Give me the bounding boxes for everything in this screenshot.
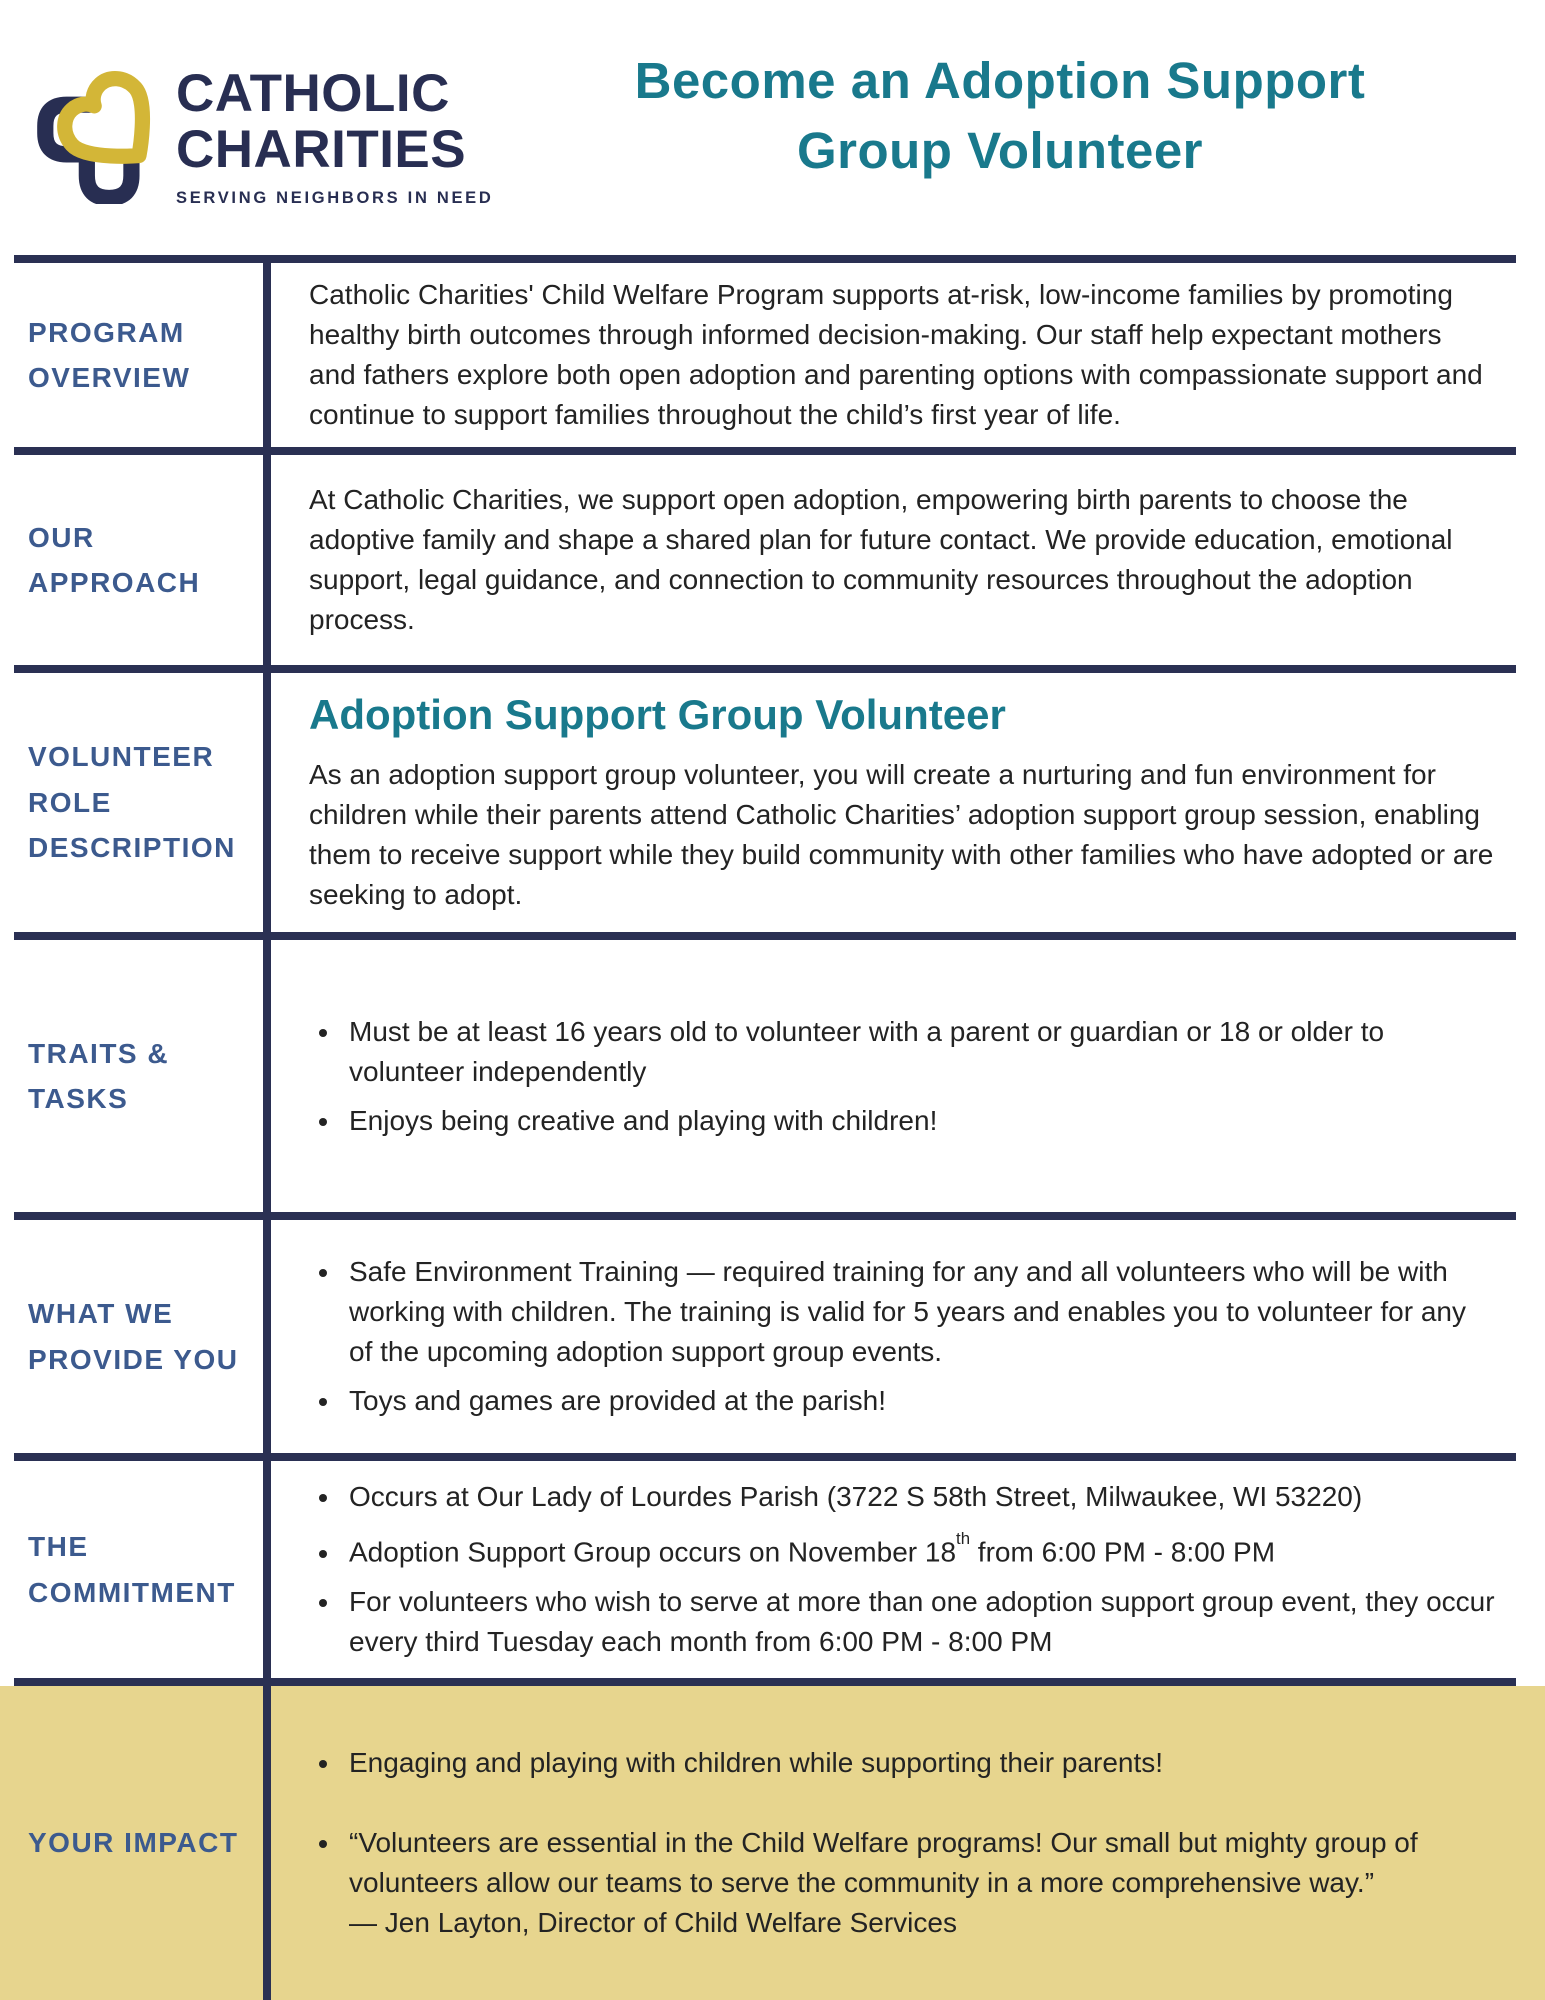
what-we-provide-list: [309, 1243, 1495, 1430]
row-content: [271, 263, 1545, 447]
row-our-approach: [0, 455, 1545, 665]
commitment-list: [309, 1468, 1495, 1670]
row-content: [271, 1461, 1545, 1678]
row-content: [271, 455, 1545, 665]
role-description-text: As an adoption support group volunteer, you will create a nurturing and fun environment for children while their parents attend Catholic Charities’ adoption support group session, enabling them to receive support while they build community with other families who have adopted or are seeking to adopt.: [309, 758, 1494, 910]
page-title-line2: Group Volunteer: [796, 122, 1204, 179]
row-divider-5: [14, 1453, 1516, 1461]
row-label: OUR APPROACH: [28, 521, 201, 598]
logo-word-catholic: CATHOLIC: [176, 64, 450, 123]
logo-wordmark: [176, 66, 494, 208]
cross-heart-logo-icon: [28, 52, 170, 204]
page-title-line1: Become an Adoption Support: [634, 52, 1366, 109]
row-divider-1: [14, 447, 1516, 455]
impact-quote: “Volunteers are essential in the Child Welfare programs! Our small but mighty group of volunteers allow our teams to serve the community in a more comprehensive way.”: [349, 1827, 1418, 1898]
commitment-date-post: from 6:00 PM - 8:00 PM: [970, 1536, 1276, 1568]
row-divider-4: [14, 1212, 1516, 1220]
list-item: • Engaging and playing with children while supporting their parents!: [342, 1743, 1495, 1783]
row-volunteer-role-description: [0, 673, 1545, 932]
our-approach-text: At Catholic Charities, we support open adoption, empowering birth parents to choose the adoptive family and shape a shared plan for future contact. We provide education, emotional support, legal guidance, and connection to community resources throughout the adoption process.: [309, 484, 1453, 635]
row-label: THE COMMITMENT: [28, 1531, 236, 1608]
row-content: [271, 1220, 1545, 1453]
traits-tasks-list: [309, 1003, 1495, 1150]
list-item: • For volunteers who wish to serve at more than one adoption support group event, they occur every third Tuesday each month from 6:00 PM - 8:00 PM: [342, 1582, 1495, 1662]
page-title: [470, 46, 1530, 186]
row-label: WHAT WE PROVIDE YOU: [28, 1298, 239, 1375]
list-item: • Toys and games are provided at the parish!: [342, 1381, 1495, 1421]
row-divider-6: [14, 1678, 1516, 1686]
row-what-we-provide: [0, 1220, 1545, 1453]
quote-item: [342, 1823, 1495, 1943]
program-overview-text: Catholic Charities' Child Welfare Program supports at-risk, low-income families by promoting healthy birth outcomes through informed decision-making. Our staff help expectant mothers and fathers explore both open adoption and parenting options with compassionate support and continue to support families throughout the child’s first year of life.: [309, 279, 1483, 430]
list-item: • Enjoys being creative and playing with children!: [342, 1101, 1495, 1141]
row-label: TRAITS & TASKS: [28, 1037, 170, 1114]
row-divider-2: [14, 665, 1516, 673]
ordinal-suffix: th: [956, 1528, 971, 1548]
list-item: • Safe Environment Training — required training for any and all volunteers who will be with working with children. The training is valid for 5 years and enables you to volunteer for any of the upcoming adoption support group events.: [342, 1252, 1495, 1372]
quote-attribution: — Jen Layton, Director of Child Welfare Services: [349, 1907, 957, 1938]
row-program-overview: [0, 263, 1545, 447]
row-content: [271, 940, 1545, 1212]
commitment-date-pre: Adoption Support Group occurs on November 18: [349, 1536, 957, 1568]
role-heading: Adoption Support Group Volunteer: [309, 691, 1006, 739]
list-item: [342, 1526, 1495, 1572]
logo-tagline: SERVING NEIGHBORS IN NEED: [176, 189, 494, 208]
row-content: [271, 673, 1545, 932]
catholic-charities-logo: [28, 52, 494, 208]
list-item: • Must be at least 16 years old to volunteer with a parent or guardian or 18 or older to volunteer independently: [342, 1012, 1495, 1092]
row-traits-tasks: [0, 940, 1545, 1212]
row-your-impact: [0, 1686, 1545, 2000]
table-top-rule: [14, 255, 1516, 263]
logo-word-charities: CHARITIES: [176, 120, 467, 180]
your-impact-list: [309, 1734, 1495, 1952]
row-label: PROGRAM OVERVIEW: [28, 316, 191, 393]
list-item: • Occurs at Our Lady of Lourdes Parish (3722 S 58th Street, Milwaukee, WI 53220): [342, 1477, 1495, 1517]
row-label: VOLUNTEER ROLE DESCRIPTION: [28, 741, 236, 864]
row-the-commitment: [0, 1461, 1545, 1678]
row-label: YOUR IMPACT: [28, 1827, 239, 1859]
row-content: [271, 1686, 1545, 2000]
row-divider-3: [14, 932, 1516, 940]
